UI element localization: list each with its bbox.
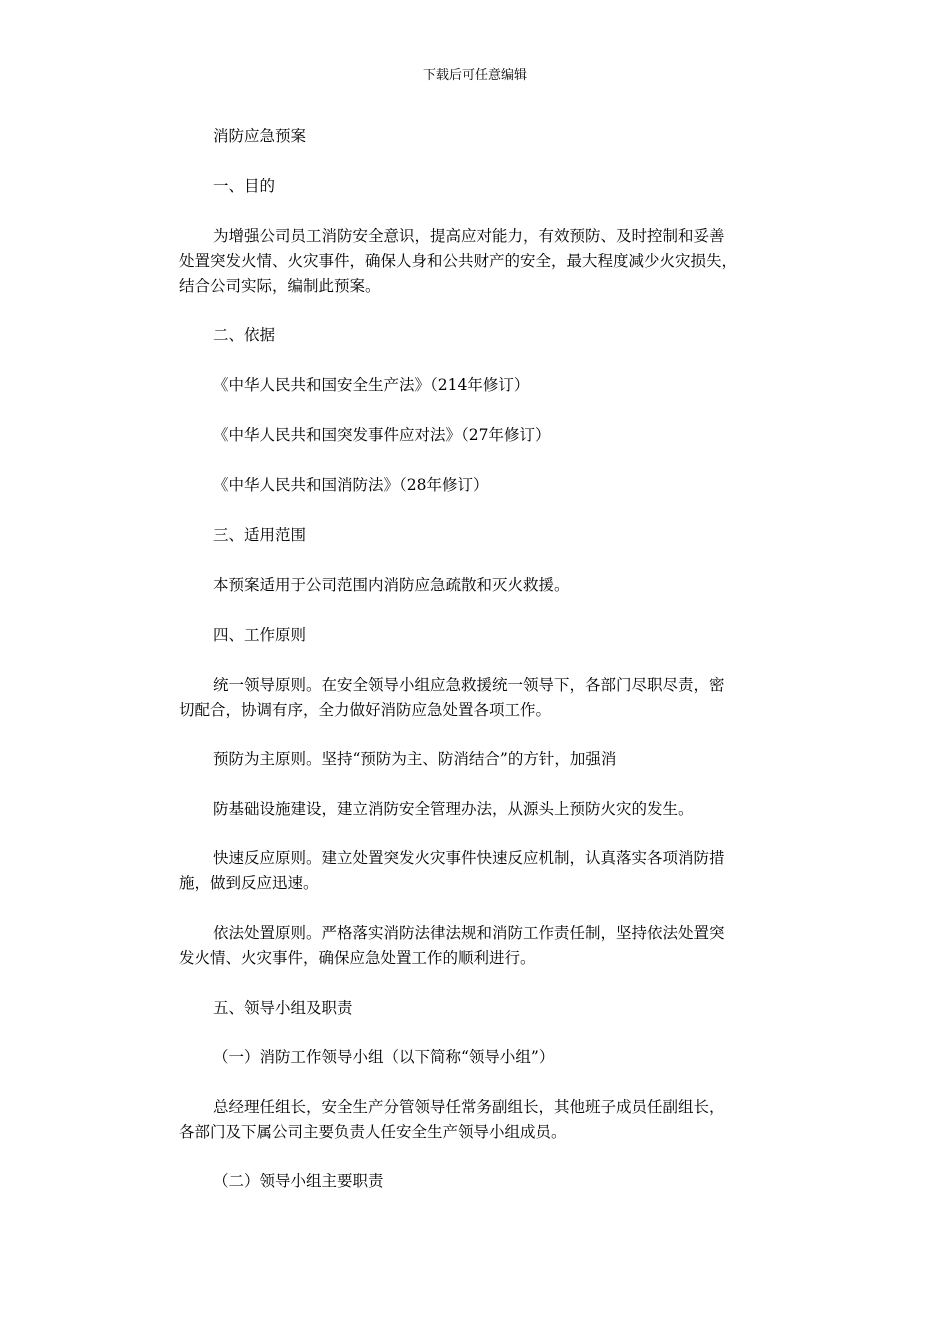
paragraph-line: 《中华人民共和国消防法》（28年修订） bbox=[213, 476, 489, 494]
paragraph-line: 本预案适用于公司范围内消防应急疏散和灭火救援。 bbox=[213, 576, 570, 594]
paragraph-line: 结合公司实际，编制此预案。 bbox=[179, 277, 381, 295]
paragraph-line: 消防应急预案 bbox=[213, 127, 307, 145]
paragraph-line: 四、工作原则 bbox=[213, 626, 307, 644]
subsection-heading bbox=[179, 1169, 779, 1194]
paragraph-line: 二、依据 bbox=[213, 326, 276, 344]
page-header: 下载后可任意编辑 bbox=[422, 68, 527, 83]
paragraph-line: 处置突发火情、火灾事件，确保人身和公共财产的安全，最大程度减少火灾损失， bbox=[179, 252, 738, 270]
paragraph-line: 统一领导原则。在安全领导小组应急救援统一领导下，各部门尽职尽责，密 bbox=[213, 676, 725, 694]
section-heading bbox=[179, 523, 779, 548]
paragraph-line: 《中华人民共和国突发事件应对法》（27年修订） bbox=[213, 426, 551, 444]
paragraph bbox=[179, 846, 779, 896]
paragraph-line: 防基础设施建设，建立消防安全管理办法，从源头上预防火灾的发生。 bbox=[213, 800, 694, 818]
paragraph-line: 总经理任组长，安全生产分管领导任常务副组长，其他班子成员任副组长， bbox=[213, 1098, 725, 1116]
paragraph-line: 预防为主原则。坚持“预防为主、防消结合”的方针，加强消 bbox=[213, 750, 617, 768]
reference-item bbox=[179, 373, 779, 398]
section-heading bbox=[179, 174, 779, 199]
section-heading bbox=[179, 623, 779, 648]
paragraph-line: 一、目的 bbox=[213, 177, 276, 195]
paragraph-line: 为增强公司员工消防安全意识，提高应对能力，有效预防、及时控制和妥善 bbox=[213, 227, 725, 245]
reference-item bbox=[179, 473, 779, 498]
paragraph-line: 三、适用范围 bbox=[213, 526, 307, 544]
document-title bbox=[179, 124, 779, 149]
paragraph-line: 依法处置原则。严格落实消防法律法规和消防工作责任制，坚持依法处置突 bbox=[213, 924, 725, 942]
paragraph bbox=[179, 224, 779, 299]
section-heading bbox=[179, 323, 779, 348]
paragraph-line: （二）领导小组主要职责 bbox=[213, 1172, 384, 1190]
paragraph bbox=[179, 573, 779, 598]
paragraph-line: 各部门及下属公司主要负责人任安全生产领导小组成员。 bbox=[179, 1123, 567, 1141]
paragraph bbox=[179, 921, 779, 971]
paragraph bbox=[179, 1095, 779, 1145]
paragraph bbox=[179, 747, 779, 772]
reference-item bbox=[179, 423, 779, 448]
paragraph bbox=[179, 673, 779, 723]
subsection-heading bbox=[179, 1045, 779, 1070]
paragraph bbox=[179, 797, 779, 822]
paragraph-line: 切配合，协调有序，全力做好消防应急处置各项工作。 bbox=[179, 701, 552, 719]
paragraph-line: 快速反应原则。建立处置突发火灾事件快速反应机制，认真落实各项消防措 bbox=[213, 849, 725, 867]
paragraph-line: （一）消防工作领导小组（以下简称“领导小组”） bbox=[213, 1048, 555, 1066]
paragraph-line: 发火情、火灾事件，确保应急处置工作的顺利进行。 bbox=[179, 949, 536, 967]
paragraph-line: 施，做到反应迅速。 bbox=[179, 874, 319, 892]
paragraph-line: 《中华人民共和国安全生产法》（214年修订） bbox=[213, 376, 530, 394]
paragraph-line: 五、领导小组及职责 bbox=[213, 999, 353, 1017]
section-heading bbox=[179, 996, 779, 1021]
